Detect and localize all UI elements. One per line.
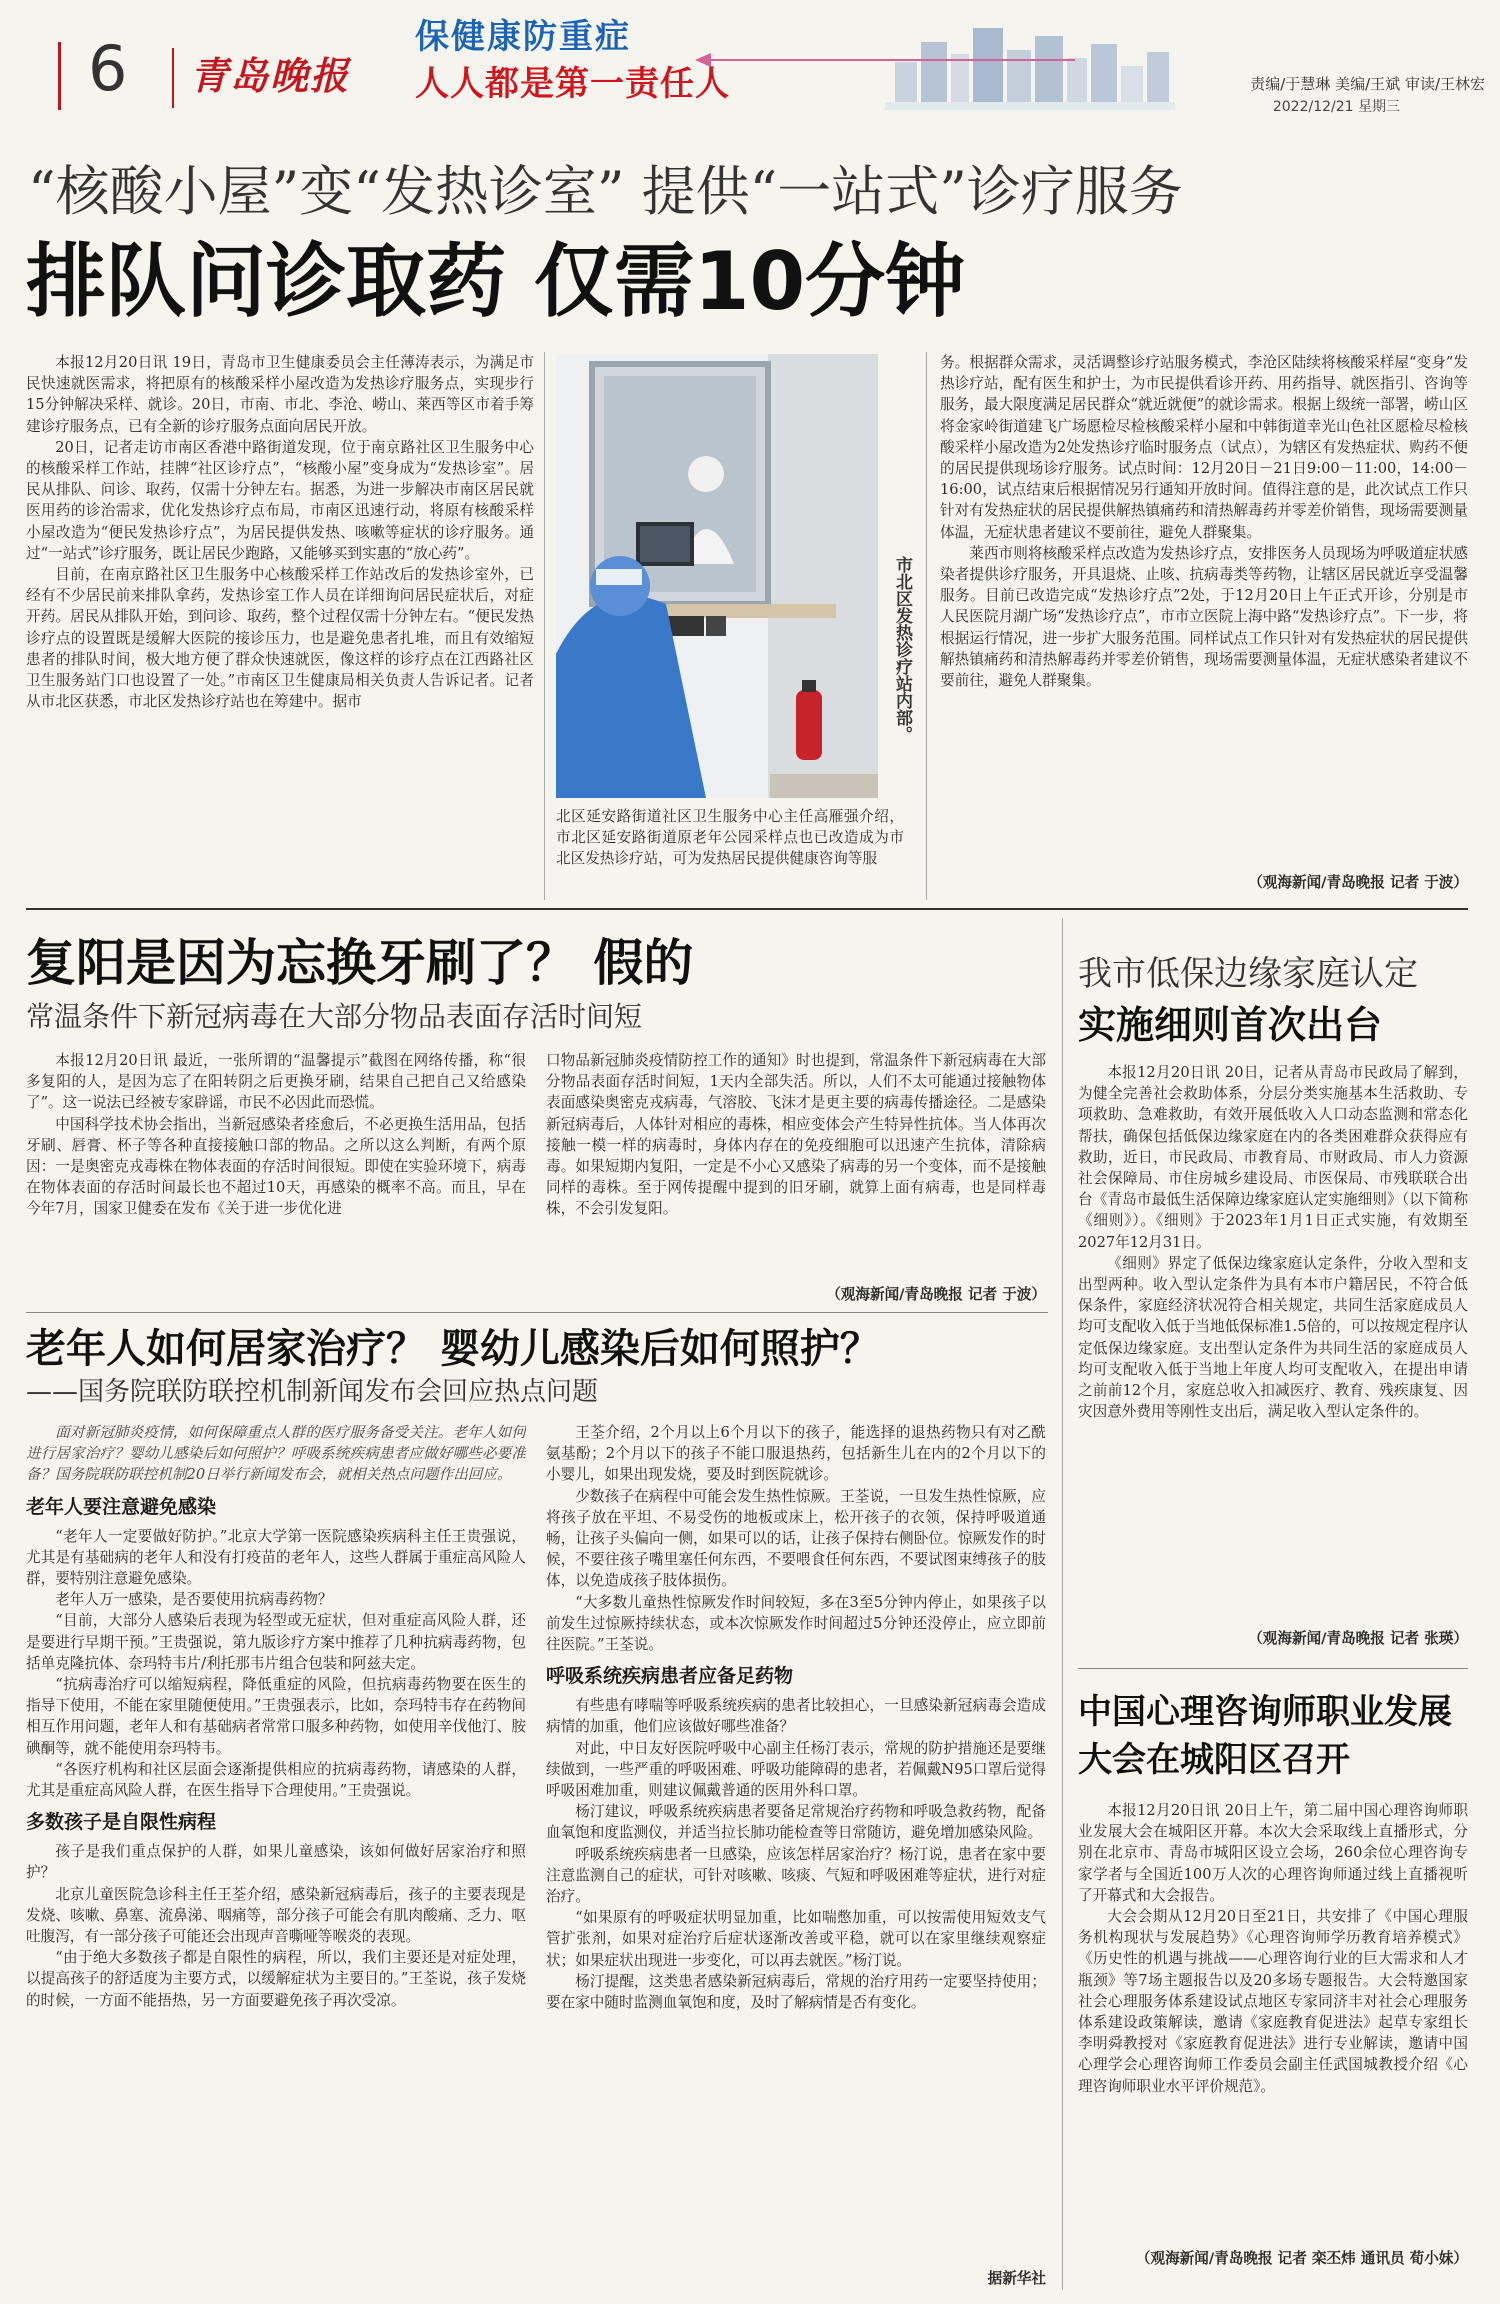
article1-col2	[556, 806, 904, 902]
banner-arrow	[695, 52, 1075, 66]
article3-intro: 面对新冠肺炎疫情，如何保障重点人群的医疗服务备受关注。老年人如何进行居家治疗？婴幼儿感染后如何照护？呼吸系统疾病患者应做好哪些必要准备？国务院联防联控机制20日举行新闻发布会，就相关热点问题作出回应。	[26, 1424, 526, 1484]
masthead-left-rule	[58, 42, 61, 110]
paragraph: 口物品新冠肺炎疫情防控工作的通知》时也提到，常温条件下新冠病毒在大部分物品表面存活时间短，1天内全部失活。所以，人们不太可能通过接触物体表面感染奥密克戎病毒，气溶胶、飞沫才是更主要的病毒传播途径。二是感染新冠病毒后，人体针对相应的毒株，相应变体会产生特异性抗体。当人体再次接触一模一样的病毒时，身体内存在的免疫细胞可以迅速产生抗体，清除病毒。如果短期内复阳，一定是不小心又感染了病毒的另一个变体，而不是接触同样的毒株。至于网传提醒中提到的旧牙刷，就算上面有病毒，也是同样毒株，不会引发复阳。	[546, 1052, 1046, 1218]
paragraph: 孩子是我们重点保护的人群，如果儿童感染，该如何做好居家治疗和照护？	[26, 1843, 526, 1882]
paragraph: 北京儿童医院急诊科主任王荃介绍，感染新冠病毒后，孩子的主要表现是发烧、咳嗽、鼻塞、流鼻涕、咽痛等，部分孩子可能会有肌肉酸痛、乏力、呕吐腹泻，有一部分孩子可能还会出现声音嘶哑等喉炎的表现。	[26, 1885, 526, 1946]
masthead-mid-rule	[172, 48, 174, 108]
paragraph: 本报12月20日讯 20日，记者从青岛市民政局了解到，为健全完善社会救助体系，分层分类实施基本生活救助、专项救助、急难救助，有效开展低收入人口动态监测和常态化帮扶，确保包括低保边缘家庭在内的各类困难群众获得应有救助，近日，市民政局、市教育局、市财政局、市人力资源社会保障局、市住房城乡建设局、市医保局、市残联联合出台《青岛市最低生活保障边缘家庭认定实施细则》（以下简称《细则》）。《细则》于2023年1月1日正式实施，有效期至2027年12月31日。	[1078, 1064, 1468, 1251]
article4-body	[1078, 1062, 1468, 1628]
paragraph: 北区延安路街道社区卫生服务中心主任高雁强介绍，市北区延安路街道原老年公园采样点也已改造成为市北区发热诊疗站，可为发热居民提供健康咨询等服	[556, 808, 904, 868]
article3-headline: 老年人如何居家治疗？ 婴幼儿感染后如何照护？	[26, 1326, 880, 1372]
paragraph: 20日，记者走访市南区香港中路街道发现，位于南京路社区卫生服务中心的核酸采样工作站，挂牌“社区诊疗点”，“核酸小屋”变身成为“发热诊室”。居民从排队、问诊、取药，仅需十分钟左右。据悉，为进一步解决市南区居民就医用药的诊治需求，优化发热诊疗点布局，市南区迅速行动，将原有核酸采样小屋改造为“便民发热诊疗点”，为居民提供发热、咳嗽等症状的诊疗服务。通过“一站式”诊疗服务，既让居民少跑路，又能够买到实惠的“放心药”。	[26, 438, 534, 562]
column-divider	[1062, 918, 1063, 2290]
article1-photo-caption: 市北区发热诊疗站内部。	[892, 556, 912, 743]
paragraph: 王荃介绍，2个月以上6个月以下的孩子，能选择的退热药物只有对乙酰氨基酚；2个月以下的孩子不能口服退热药，包括新生儿在内的2个月以下的小婴儿，如果出现发烧，要及时到医院就诊。	[546, 1424, 1046, 1484]
article3-subhead: ——国务院联防联控机制新闻发布会回应热点问题	[26, 1377, 599, 1407]
article2-col2	[546, 1050, 1046, 1284]
column-divider	[926, 352, 927, 900]
article1-col3	[940, 352, 1468, 864]
article5-headline: 中国心理咨询师职业发展大会在城阳区召开	[1078, 1692, 1452, 1780]
section-divider	[26, 1312, 1048, 1313]
paragraph: “目前，大部分人感染后表现为轻型或无症状，但对重症高风险人群，还是要进行早期干预。”王贵强说，第九版诊疗方案中推荐了几种抗病毒药物，包括单克隆抗体、奈玛特韦片/利托那韦片组合包装和阿兹夫定。	[26, 1612, 526, 1672]
article2-col1	[26, 1050, 526, 1306]
article2-headline: 复阳是因为忘换牙刷了？ 假的	[26, 934, 694, 992]
paragraph: 少数孩子在病程中可能会发生热性惊厥。王荃说，一旦发生热性惊厥，应将孩子放在平坦、不易受伤的地板或床上，松开孩子的衣领，保持呼吸道通畅，让孩子头偏向一侧，如果可以的话，让孩子保持右侧卧位。惊厥发作的时候，不要往孩子嘴里塞任何东西，不要喂食任何东西，不要试图束缚孩子的肢体，以免造成孩子肢体损伤。	[546, 1487, 1046, 1590]
article1-photo	[556, 354, 878, 798]
article1-credit: （观海新闻/青岛晚报 记者 于波）	[1248, 874, 1468, 891]
article3-subheading-children: 多数孩子是自限性病程	[26, 1811, 217, 1834]
paragraph: “如果原有的呼吸症状明显加重，比如喘憋加重，可以按需使用短效支气管扩张剂，如果对症治疗后症状逐渐改善或平稳，就可以在家里继续观察症状；如果症状出现进一步变化，可以再去就医。”杨汀说。	[546, 1909, 1046, 1969]
article3-col1	[26, 1422, 526, 2290]
article4-headline: 实施细则首次出台	[1078, 1003, 1383, 1047]
paragraph: 目前，在南京路社区卫生服务中心核酸采样工作站改后的发热诊室外，已经有不少居民前来排队拿药，发热诊室工作人员在详细询问居民症状后，对症开药。居民从排队开始，到问诊、取药，整个过程仅需十分钟左右。“便民发热诊疗点的设置既是缓解大医院的接诊压力，也是避免患者扎堆，而且有效缩短患者的排队时间，极大地方便了群众快速就医，像这样的诊疗点在江西路社区卫生服务站门口也设置了一处。”市南区卫生健康局相关负责人告诉记者。记者从市北区获悉，市北区发热诊疗站也在筹建中。据市	[26, 566, 534, 711]
article3-subheading-respiratory: 呼吸系统疾病患者应备足药物	[546, 1665, 794, 1688]
paragraph: “各医疗机构和社区层面会逐渐提供相应的抗病毒药物，请感染的人群，尤其是重症高风险人群，在医生指导下合理使用。”王贵强说。	[26, 1760, 526, 1800]
section-divider	[1078, 1668, 1468, 1669]
article1-kicker: “核酸小屋”变“发热诊室” 提供“一站式”诊疗服务	[28, 160, 1183, 223]
banner-line1: 保健康防重症	[415, 17, 631, 57]
banner	[405, 14, 1175, 110]
masthead	[0, 0, 1500, 115]
article1-headline: 排队问诊取药 仅需10分钟	[26, 235, 966, 328]
paragraph: 老年人万一感染，是否要使用抗病毒药物？	[55, 1591, 333, 1609]
article1-col1	[26, 352, 534, 900]
page-number: 6	[88, 32, 128, 105]
paragraph: 呼吸系统疾病患者一旦感染，应该怎样居家治疗？杨汀说，患者在家中要注意监测自己的症状，可针对咳嗽、咳痰、气短和呼吸困难等症状，进行对症治疗。	[546, 1845, 1046, 1906]
paragraph: 本报12月20日讯 最近，一张所谓的“温馨提示”截图在网络传播，称“很多复阳的人，是因为忘了在阳转阴之后更换牙刷，结果自己把自己又给感染了”。这一说法已经被专家辟谣，市民不必因此而恐慌。	[26, 1052, 526, 1112]
article2-subhead: 常温条件下新冠病毒在大部分物品表面存活时间短	[26, 1000, 643, 1033]
article3-subheading-elderly: 老年人要注意避免感染	[26, 1495, 217, 1518]
section-divider	[26, 908, 1468, 910]
banner-line2: 人人都是第一责任人	[415, 64, 730, 104]
article2-credit: （观海新闻/青岛晚报 记者 于波）	[826, 1286, 1046, 1303]
paragraph: 本报12月20日讯 20日上午，第二届中国心理咨询师职业发展大会在城阳区开幕。本次大会采取线上直播形式，分别在北京市、青岛市城阳区设立会场，260余位心理咨询专家学者与全国近100万人次的心理咨询师通过线上直播视听了开幕式和大会报告。	[1078, 1802, 1468, 1904]
article3-credit: 据新华社	[987, 2270, 1046, 2287]
paragraph: 杨汀建议，呼吸系统疾病患者要备足常规治疗药物和呼吸急救药物，配备血氧饱和度监测仪，并适当拉长肺功能检查等日常随访，避免增加感染风险。	[546, 1803, 1046, 1842]
article5-body	[1078, 1800, 1468, 2246]
clinic-photo-illustration	[556, 354, 878, 798]
editor-credits: 责编/于慧琳 美编/王斌 审读/王林宏	[1250, 75, 1485, 93]
paragraph: “老年人一定要做好防护。”北京大学第一医院感染疾病科主任王贵强说，尤其是有基础病的老年人和没有打疫苗的老年人，这些人群属于重症高风险人群，要特别注意避免感染。	[26, 1527, 526, 1588]
paragraph: 大会会期从12月20日至21日，共安排了《中国心理服务机构现状与发展趋势》《心理咨询师学历教育培养模式》《历史性的机遇与挑战——心理咨询行业的巨大需求和人才瓶颈》等7场主题报告以及20多场专题报告。大会特邀国家社会心理服务体系建设试点地区专家同济丰对社会心理服务体系建设政策解读，邀请《家庭教育促进法》起草专家组长李明舜教授对《家庭教育促进法》进行专业解读，邀请中国心理学会心理咨询师工作委员会副主任武国城教授介绍《心理咨询师职业水平评价规范》。	[1078, 1908, 1468, 2095]
article5-credit: （观海新闻/青岛晚报 记者 栾丕炜 通讯员 荀小妹）	[1135, 2250, 1468, 2267]
paragraph: 有些患有哮喘等呼吸系统疾病的患者比较担心，一旦感染新冠病毒会造成病情的加重，他们应该做好哪些准备？	[546, 1697, 1046, 1736]
column-divider	[544, 352, 545, 900]
paragraph: 杨汀提醒，这类患者感染新冠病毒后，常规的治疗用药一定要坚持使用；要在家中随时监测血氧饱和度，及时了解病情是否有变化。	[546, 1972, 1046, 2012]
article3-col2	[546, 1422, 1046, 2268]
article4-credit: （观海新闻/青岛晚报 记者 张瑛）	[1248, 1630, 1468, 1647]
paragraph: “抗病毒治疗可以缩短病程，降低重症的风险，但抗病毒药物要在医生的指导下使用，不能在家里随便使用。”王贵强表示，比如，奈玛特韦存在药物间相互作用问题，老年人和有基础病者常常口服多种药物，如使用辛伐他汀、胺碘酮等，就不能使用奈玛特韦。	[26, 1676, 526, 1757]
paragraph: 对此，中日友好医院呼吸中心副主任杨汀表示，常规的防护措施还是要继续做到，一些严重的呼吸困难、呼吸功能障碍的患者，若佩戴N95口罩后觉得呼吸困难加重，则建议佩戴普通的医用外科口罩。	[546, 1739, 1046, 1800]
article4-kicker: 我市低保边缘家庭认定	[1078, 954, 1418, 994]
paragraph: 务。根据群众需求，灵活调整诊疗站服务模式，李沧区陆续将核酸采样屋“变身”发热诊疗站，配有医生和护士，为市民提供看诊开药、用药指导、就医指引、咨询等服务，最大限度满足居民群众“就近就便”的就诊需求。根据上级统一部署，崂山区将金家岭街道建飞广场愿检尽检核酸采样小屋和中韩街道幸光山色社区愿检尽检核酸采样小屋改造为2处发热诊疗临时服务点（试点），为辖区有发热症状、购药不便的居民提供现场诊疗服务。试点时间：12月20日－21日9:00－11:00，14:00－16:00，试点结束后根据情况另行通知开放时间。值得注意的是，此次试点工作只针对有发热症状的居民提供解热镇痛药和清热解毒药并零差价销售，现场需要测量体温，无症状患者建议不要前往，避免人群聚集。	[940, 354, 1468, 541]
paragraph: 莱西市则将核酸采样点改造为发热诊疗点，安排医务人员现场为呼吸道症状感染者提供诊疗服务，开具退烧、止咳、抗病毒类等药物，让辖区居民就近享受温馨服务。目前已改造完成“发热诊疗点”2处，于12月20日上午正式开诊，分别是市人民医院月湖广场“发热诊疗点”，市市立医院上海中路“发热诊疗点”。下一步，将根据运行情况，进一步扩大服务范围。同样试点工作只针对有发热症状的居民提供解热镇痛药和清热解毒药并零差价销售，现场需要测量体温，无症状感染者建议不要前往，避免人群聚集。	[940, 544, 1468, 690]
paper-name-logo: 青岛晚报	[190, 53, 351, 98]
paragraph: 《细则》界定了低保边缘家庭认定条件，分收入型和支出型两种。收入型认定条件为具有本市户籍居民，不符合低保条件，家庭经济状况符合相关规定，共同生活家庭成员人均可支配收入低于当地低保标准1.5倍的，可以按规定程序认定低保边缘家庭。支出型认定条件为共同生活的家庭成员人均可支配收入低于当地上年度人均可支配收入，在提出申请之前前12个月，家庭总收入扣减医疗、教育、残疾康复、因灾因意外费用等刚性支出后，满足收入型认定条件的。	[1078, 1254, 1468, 1421]
paragraph: 本报12月20日讯 19日，青岛市卫生健康委员会主任薄涛表示，为满足市民快速就医需求，将把原有的核酸采样小屋改造为发热诊疗服务点，实现步行15分钟解决采样、就诊。20日，市南、市北、李沧、崂山、莱西等区市着手筹建诊疗服务点，已有全新的诊疗服务点面向居民开放。	[26, 354, 534, 435]
paragraph: “由于绝大多数孩子都是自限性的病程，所以，我们主要还是对症处理，以提高孩子的舒适度为主要方式，以缓解症状为主要目的。”王荃说，孩子发烧的时候，一方面不能捂热，另一方面要避免孩子再次受凉。	[26, 1949, 526, 2009]
paragraph: “大多数儿童热性惊厥发作时间较短，多在3至5分钟内停止，如果孩子以前发生过惊厥持续状态，或本次惊厥发作时间超过5分钟还没停止，应立即前往医院。”王荃说。	[546, 1593, 1046, 1654]
issue-date: 2022/12/21 星期三	[1272, 99, 1400, 115]
paragraph: 中国科学技术协会指出，当新冠感染者痊愈后，不必更换生活用品，包括牙刷、唇膏、杯子等各种直接接触口部的物品。之所以这么判断，有两个原因：一是奥密克戎毒株在物体表面的存活时间很短。即使在实验环境下，病毒在物体表面的存活时间最长也不超过10天，再感染的概率不高。而且，早在今年7月，国家卫健委在发布《关于进一步优化进	[26, 1115, 526, 1218]
